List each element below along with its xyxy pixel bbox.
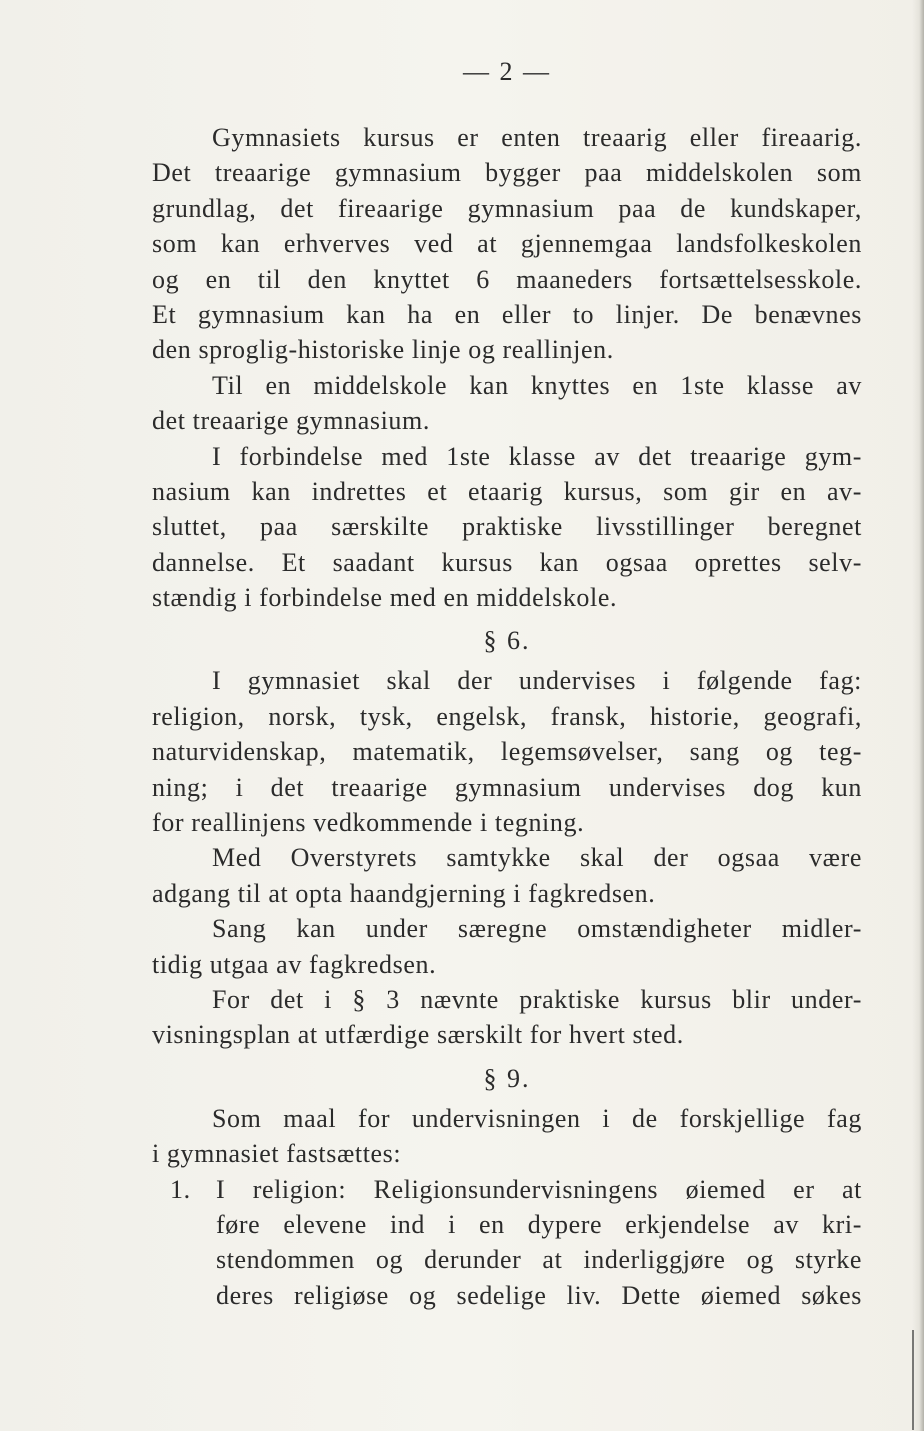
text-line: Med Overstyrets samtykke skal der ogsaa være xyxy=(212,843,862,873)
paragraph xyxy=(152,663,862,840)
text-line: det treaarige gymnasium. xyxy=(152,406,430,436)
text-line: Det treaarige gymnasium bygger paa middelskolen som xyxy=(152,158,862,188)
text-line: I gymnasiet skal der undervises i følgende fag: xyxy=(212,666,862,696)
text-line: I forbindelse med 1ste klasse av det treaarige gym- xyxy=(212,441,862,471)
text-line: tidig utgaa av fagkredsen. xyxy=(152,949,437,979)
text-line: Gymnasiets kursus er enten treaarig eller fireaarig. xyxy=(212,123,862,152)
section-c xyxy=(152,1101,862,1172)
text-line: Sang kan under særegne omstændigheter midler- xyxy=(212,914,862,944)
section-a xyxy=(152,120,862,615)
paragraph xyxy=(152,120,862,368)
text-line: Til en middelskole kan knyttes en 1ste klasse av xyxy=(212,370,862,400)
text-line: Et gymnasium kan ha en eller to linjer. De benævnes xyxy=(152,299,862,329)
section-b xyxy=(152,663,862,1052)
page-edge-mark xyxy=(912,1330,922,1430)
page-number: — 2 — xyxy=(463,57,551,86)
page-edge-shadow xyxy=(912,0,924,1431)
text-line: som kan erhverves ved at gjennemgaa landsfolkeskolen xyxy=(152,229,862,259)
paragraph xyxy=(152,439,862,616)
text-line: visningsplan at utfærdige særskilt for hvert sted. xyxy=(152,1020,684,1050)
text-line: føre elevene ind i en dypere erkjendelse av kri- xyxy=(216,1209,862,1239)
text-line: den sproglig-historiske linje og reallinjen. xyxy=(152,335,614,365)
text-line: naturvidenskap, matematik, legemsøvelser, sang og teg- xyxy=(152,737,862,767)
list-item-1 xyxy=(152,1172,862,1314)
paragraph xyxy=(152,982,862,1053)
text-line: sluttet, paa særskilte praktiske livsstillinger beregnet xyxy=(152,512,862,542)
text-line: adgang til at opta haandgjerning i fagkredsen. xyxy=(152,878,656,908)
text-line: nasium kan indrettes et etaarig kursus, som gir en av- xyxy=(152,476,862,506)
text-line: og en til den knyttet 6 maaneders fortsættelsesskole. xyxy=(152,264,862,294)
text-line: dannelse. Et saadant kursus kan ogsaa oprettes selv- xyxy=(152,547,862,577)
text-line: stændig i forbindelse med en middelskole. xyxy=(152,583,618,613)
text-line: I religion: Religionsundervisningens øiemed er at xyxy=(216,1174,862,1204)
text-line: for reallinjens vedkommende i tegning. xyxy=(152,808,585,838)
paragraph xyxy=(152,840,862,911)
paragraph xyxy=(152,368,862,439)
text-line: grundlag, det fireaarige gymnasium paa de kundskaper, xyxy=(152,193,862,223)
text-line: deres religiøse og sedelige liv. Dette øiemed søkes xyxy=(216,1280,862,1310)
list-item-text xyxy=(216,1172,862,1314)
page-text-block xyxy=(152,52,862,1313)
text-line: stendommen og derunder at inderliggjøre og styrke xyxy=(216,1245,862,1275)
text-line: religion, norsk, tysk, engelsk, fransk, historie, geografi, xyxy=(152,701,862,731)
text-line: ning; i det treaarige gymnasium undervises dog kun xyxy=(152,772,862,802)
text-line: i gymnasiet fastsættes: xyxy=(152,1139,402,1169)
text-line: Som maal for undervisningen i de forskjellige fag xyxy=(212,1103,862,1133)
list-item-number: 1. xyxy=(170,1174,191,1204)
paragraph xyxy=(152,1101,862,1172)
section-heading-9: § 9. xyxy=(483,1063,531,1093)
paragraph xyxy=(152,911,862,982)
text-line: For det i § 3 nævnte praktiske kursus blir under- xyxy=(212,984,862,1014)
section-heading-6: § 6. xyxy=(483,626,531,656)
